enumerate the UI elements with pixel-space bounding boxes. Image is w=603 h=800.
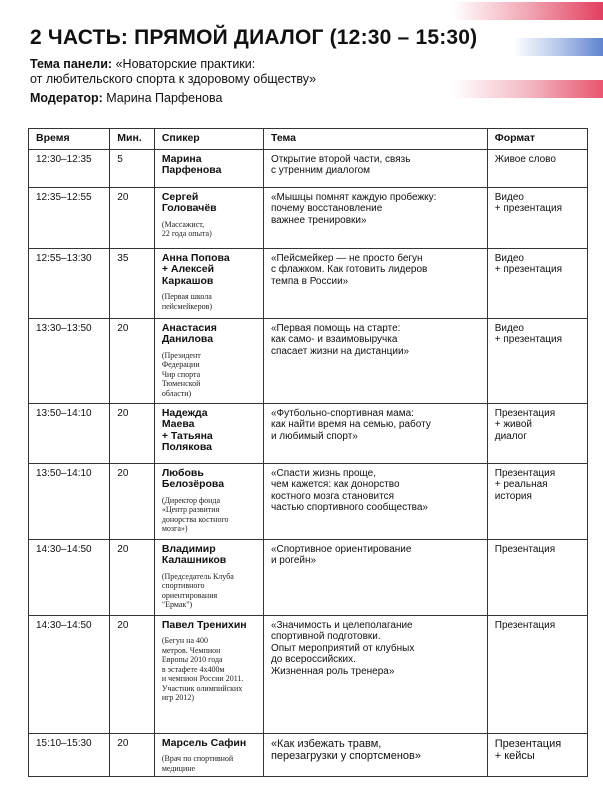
panel-topic [30,57,316,87]
table-row [29,187,588,248]
table-row [29,615,588,733]
speaker-cell [154,187,263,248]
decor-stripe-blue [513,38,603,56]
speaker-name: Любовь Белозёрова [161,466,225,490]
decor-stripe-pink [453,80,603,98]
topic-cell: «Значимость и целеполагание спортивной подготовки. Опыт мероприятий от клубных до всероссийских. Жизненная роль тренера» [263,615,487,733]
panel-topic-line1: «Новаторские практики: [115,57,256,71]
minutes-cell: 5 [110,149,155,187]
topic-cell: «Спортивное ориентирование и рогейн» [263,539,487,615]
speaker-cell [154,248,263,318]
minutes-cell: 20 [110,318,155,403]
time-cell: 14:30–14:50 [29,615,110,733]
speaker-description: (Президент Федерации Чир спорта Тюменской области) [161,350,201,398]
minutes-cell: 35 [110,248,155,318]
format-cell: Презентация [487,615,587,733]
column-header-speaker: Спикер [154,129,263,150]
time-cell: 13:30–13:50 [29,318,110,403]
minutes-cell: 20 [110,539,155,615]
format-cell: Презентация + живой диалог [487,403,587,463]
speaker-name: Павел Тренихин [161,618,247,631]
format-cell: Видео + презентация [487,248,587,318]
time-cell: 12:55–13:30 [29,248,110,318]
moderator-label: Модератор: [30,91,103,105]
speaker-name: Владимир Калашников [161,542,227,566]
time-cell: 12:30–12:35 [29,149,110,187]
format-cell: Живое слово [487,149,587,187]
table-row [29,248,588,318]
decor-stripe-red [453,2,603,20]
speaker-name: Надежда Маева + Татьяна Полякова [161,406,213,453]
panel-topic-line2: от любительского спорта к здоровому обществу» [30,72,317,86]
speaker-description: (Массажист, 22 года опыта) [161,219,212,238]
panel-topic-label: Тема панели: [30,57,113,71]
topic-cell: «Футбольно-спортивная мама: как найти время на семью, работу и любимый спорт» [263,403,487,463]
speaker-name: Марсель Сафин [161,736,247,749]
format-cell: Презентация [487,539,587,615]
page-title: 2 ЧАСТЬ: ПРЯМОЙ ДИАЛОГ (12:30 – 15:30) [30,26,478,49]
topic-cell: «Первая помощь на старте: как само- и взаимовыручка спасает жизни на дистанции» [263,318,487,403]
topic-cell: Открытие второй части, связь с утренним диалогом [263,149,487,187]
moderator [30,91,222,106]
table-row [29,403,588,463]
topic-cell: «Мышцы помнят каждую пробежку: почему восстановление важнее тренировки» [263,187,487,248]
speaker-description: (Директор фонда «Центр развития донорства костного мозга») [161,495,229,533]
format-cell: Презентация + реальная история [487,463,587,539]
schedule-table [28,128,588,777]
minutes-cell: 20 [110,733,155,777]
speaker-name: Сергей Головачёв [161,190,217,214]
format-cell: Видео + презентация [487,187,587,248]
speaker-description: (Председатель Клуба спортивного ориентирования "Ермак") [161,571,234,609]
topic-cell: «Пейсмейкер — не просто бегун с флажком. Как готовить лидеров темпа в России» [263,248,487,318]
table-row [29,149,588,187]
column-header-time: Время [29,129,110,150]
speaker-cell [154,463,263,539]
topic-cell: «Как избежать травм, перезагрузки у спортсменов» [263,733,487,777]
speaker-name: Анна Попова + Алексей Каркашов [161,251,230,287]
time-cell: 15:10–15:30 [29,733,110,777]
minutes-cell: 20 [110,463,155,539]
table-row [29,733,588,777]
speaker-cell [154,403,263,463]
speaker-cell [154,615,263,733]
speaker-description: (Первая школа пейсмейкеров) [161,292,213,311]
speaker-name: Анастасия Данилова [161,321,217,345]
column-header-format: Формат [487,129,587,150]
table-header-row [29,129,588,150]
minutes-cell: 20 [110,403,155,463]
table-row [29,463,588,539]
format-cell: Презентация + кейсы [487,733,587,777]
speaker-cell [154,733,263,777]
time-cell: 13:50–14:10 [29,403,110,463]
speaker-cell [154,539,263,615]
table-row [29,539,588,615]
speaker-cell [154,318,263,403]
minutes-cell: 20 [110,187,155,248]
speaker-description: (Врач по спортивной медицине [161,754,234,773]
time-cell: 14:30–14:50 [29,539,110,615]
table-row [29,318,588,403]
format-cell: Видео + презентация [487,318,587,403]
topic-cell: «Спасти жизнь проще, чем кажется: как донорство костного мозга становится частью спортивного сообщества» [263,463,487,539]
time-cell: 13:50–14:10 [29,463,110,539]
speaker-name: Марина Парфенова [161,152,222,176]
speaker-cell [154,149,263,187]
column-header-topic: Тема [263,129,487,150]
moderator-name: Марина Парфенова [106,91,223,105]
minutes-cell: 20 [110,615,155,733]
column-header-minutes: Мин. [110,129,155,150]
speaker-description: (Бегун на 400 метров. Чемпион Европы 2010 года в эстафете 4х400м и чемпион России 2011. Участник олимпийских игр 2012) [161,636,244,702]
time-cell: 12:35–12:55 [29,187,110,248]
